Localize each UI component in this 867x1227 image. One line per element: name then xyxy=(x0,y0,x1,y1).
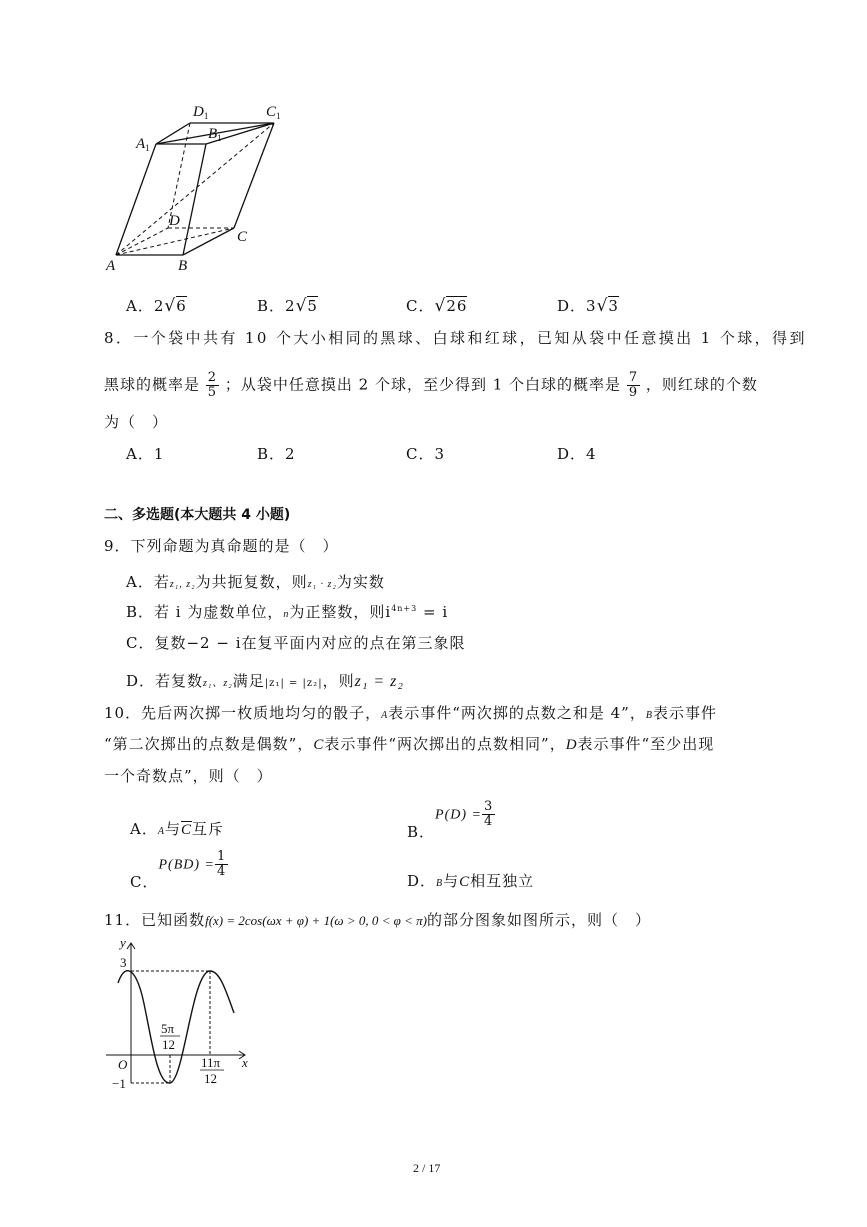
q10-line2: “第二次掷出的点数是偶数”，C表示事件“两次掷出的点数相同”，D表示事件“至少出现 xyxy=(104,735,715,753)
q9-option-b[interactable]: B．若 i 为虚数单位，n为正整数，则$i^{4n+3} = i$ xyxy=(126,603,449,621)
edge-C1-C xyxy=(234,123,274,228)
y-min-label: −1 xyxy=(112,1076,126,1091)
q10-option-c[interactable]: C．P(BD) = $\frac{1}{4}$ xyxy=(130,849,227,891)
q8-option-b[interactable]: B．2 xyxy=(257,445,296,463)
q8-option-d[interactable]: D．4 xyxy=(557,445,597,463)
y-axis-label: y xyxy=(120,935,126,950)
q9-option-d[interactable]: D．若复数z₁、z₂满足|z₁| = |z₂|，则z₁ = z₂ xyxy=(126,672,404,690)
q8-option-a[interactable]: A．1 xyxy=(126,445,165,463)
origin-label: O xyxy=(118,1057,128,1072)
q8-line1: 8．一个袋中共有 10 个大小相同的黑球、白球和红球，已知从袋中任意摸出 1 个球，得到 xyxy=(104,329,807,347)
x-axis-label: x xyxy=(242,1055,248,1070)
label-D1: $D_1$ xyxy=(193,104,209,121)
fraction-2-5: $\frac{2}{5}$ xyxy=(207,370,218,400)
q9-option-c[interactable]: C．复数−2 − i在复平面内对应的点在第三象限 xyxy=(126,634,466,652)
prism-figure xyxy=(100,98,290,278)
tick-5pi-12-den: 12 xyxy=(162,1037,175,1052)
q9-stem: 9．下列命题为真命题的是（ ） xyxy=(104,537,339,555)
tick-11pi-12-num: 11π xyxy=(201,1055,221,1070)
fraction-3-4: $\frac{3}{4}$ xyxy=(483,799,494,829)
q8-line2: 黑球的概率是 $\frac{2}{5}$ ；从袋中任意摸出 2 个球，至少得到 1 个白球的概率是 $\frac{7}{9}$ ，则红球的个数 xyxy=(104,370,758,400)
q7-option-d[interactable]: D．3√3 xyxy=(557,296,619,316)
q10-option-a[interactable]: A．A与$\overline{C}$互斥 xyxy=(130,820,224,838)
y-max-label: 3 xyxy=(120,955,127,970)
label-D: D xyxy=(169,213,180,229)
edge-A1-A xyxy=(116,144,156,255)
q7-option-b[interactable]: B．2√5 xyxy=(257,296,318,316)
label-C1: $C_1$ xyxy=(266,104,281,121)
q9-option-a[interactable]: A．若z₁, z₂为共扼复数，则z₁ · z₂为实数 xyxy=(126,573,385,591)
function-graph xyxy=(100,935,260,1095)
label-B1: $B_1$ xyxy=(208,126,222,143)
q10-line1: 10．先后两次掷一枚质地均匀的骰子，A表示事件“两次掷的点数之和是 4”，B表示事件 xyxy=(104,704,717,722)
tick-5pi-12-num: 5π xyxy=(161,1021,175,1036)
fraction-1-4: $\frac{1}{4}$ xyxy=(216,849,227,879)
q10-line3: 一个奇数点”，则（ ） xyxy=(104,767,273,785)
label-A: A xyxy=(106,258,116,274)
edge-B1-B xyxy=(183,144,206,255)
section-title: 二、多选题(本大题共 4 小题) xyxy=(104,507,291,523)
q10-option-b[interactable]: B．P(D) = $\frac{3}{4}$ xyxy=(407,799,494,841)
label-B: B xyxy=(178,258,188,274)
q7-option-a[interactable]: A．2√6 xyxy=(126,296,187,316)
label-C: C xyxy=(237,229,248,245)
q8-line3: 为（ ） xyxy=(104,413,169,431)
q11-stem: 11．已知函数f(x) = 2cos(ωx + φ) + 1(ω > 0, 0 < φ < π)的部分图象如图所示，则（ ） xyxy=(104,911,651,929)
page-number: 2 / 17 xyxy=(413,1161,441,1175)
q7-option-c[interactable]: C．√26 xyxy=(406,296,468,316)
q10-option-d[interactable]: D．B与C相互独立 xyxy=(407,872,535,890)
fraction-7-9: $\frac{7}{9}$ xyxy=(628,370,639,400)
label-A1: $A_1$ xyxy=(136,136,150,153)
edge-B-C xyxy=(183,228,234,255)
q8-option-c[interactable]: C．3 xyxy=(406,445,446,463)
tick-11pi-12-den: 12 xyxy=(204,1071,217,1086)
diagonal-A-C xyxy=(116,228,234,255)
